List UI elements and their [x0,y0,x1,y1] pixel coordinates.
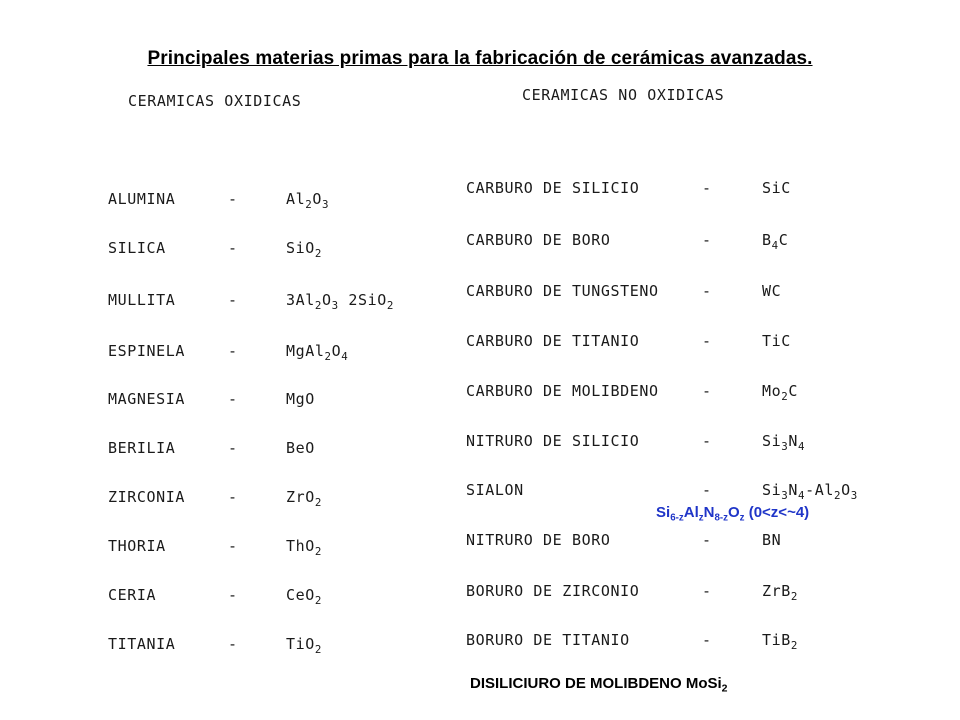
oxidic-item-dash: - [228,239,238,257]
formula-subscript: 2 [386,298,395,312]
formula-subscript: 2 [790,589,799,603]
nonoxidic-item-formula [762,531,781,549]
formula-subscript: 4 [341,349,349,363]
footer-label: DISILICIURO DE MOLIBDENO MoSi [470,675,722,692]
heading-oxidic: CERAMICAS OXIDICAS [128,92,302,110]
oxidic-item-dash: - [228,342,238,360]
nonoxidic-item-dash: - [702,282,712,300]
oxidic-item-name: TITANIA [108,635,176,653]
note-text: 4) [795,504,810,521]
oxidic-item-name: SILICA [108,239,166,257]
note-text: N [703,504,715,521]
page-title: Principales materias primas para la fabricación de cerámicas avanzadas. [147,48,813,69]
note-subscript: 6-z [670,512,684,524]
formula-subscript: 2 [314,246,323,260]
oxidic-item-name: ZIRCONIA [108,488,186,506]
nonoxidic-item-dash: - [702,179,712,197]
nonoxidic-item-name: NITRURO DE SILICIO [466,432,640,450]
oxidic-item-formula [286,190,330,211]
formula-subscript: 2 [314,642,323,656]
nonoxidic-item-dash: - [702,382,712,400]
formula-subscript: 2 [790,638,799,652]
formula-text: 3Al [286,291,315,309]
oxidic-item-formula [286,390,315,408]
oxidic-item-name: ESPINELA [108,342,186,360]
formula-subscript: 4 [771,238,779,252]
formula-text: Si [762,481,782,499]
formula-text: -Al [805,481,835,499]
oxidic-item-name: CERIA [108,586,157,604]
oxidic-item-formula [286,291,395,312]
nonoxidic-item-formula [762,631,799,652]
oxidic-item-formula [286,537,323,558]
formula-subscript: 2 [314,298,323,312]
oxidic-item-name: BERILIA [108,439,176,457]
oxidic-item-formula [286,342,349,363]
formula-subscript: 3 [322,197,330,211]
formula-text: Al [286,190,306,208]
formula-subscript: 4 [798,488,806,502]
formula-subscript: 2 [781,389,789,403]
formula-text: TiO [286,635,315,653]
nonoxidic-item-formula [762,432,806,453]
formula-text: BeO [286,439,315,457]
nonoxidic-item-dash: - [702,531,712,549]
formula-text: Mo [762,382,782,400]
nonoxidic-item-dash: - [702,631,712,649]
oxidic-item-formula [286,439,315,457]
formula-text: ThO [286,537,315,555]
oxidic-item-dash: - [228,537,238,555]
nonoxidic-item-name: CARBURO DE TUNGSTENO [466,282,659,300]
formula-text: N [788,481,799,499]
footer-molybdenum-disilicide [470,675,728,695]
formula-text: TiB [762,631,791,649]
formula-subscript: 2 [834,488,842,502]
formula-text: ZrO [286,488,315,506]
nonoxidic-item-name: SIALON [466,481,524,499]
oxidic-item-formula [286,239,323,260]
formula-text: MgAl [286,342,325,360]
formula-text: C [778,231,789,249]
oxidic-item-dash: - [228,439,238,457]
formula-text: TiC [762,332,791,350]
note-text: (0<z< [744,504,788,521]
nonoxidic-item-name: CARBURO DE SILICIO [466,179,640,197]
formula-text: BN [762,531,782,549]
oxidic-item-dash: - [228,635,238,653]
formula-text: CeO [286,586,315,604]
formula-subscript: 2 [314,495,323,509]
nonoxidic-item-name: CARBURO DE TITANIO [466,332,640,350]
formula-text: MgO [286,390,315,408]
formula-subscript: 2 [314,593,323,607]
nonoxidic-item-formula [762,481,858,502]
note-subscript: z [698,512,704,524]
formula-text: SiO [286,239,315,257]
formula-text: O [331,342,342,360]
formula-text: N [788,432,799,450]
nonoxidic-item-dash: - [702,231,712,249]
footer-subscript: 2 [721,682,728,695]
nonoxidic-item-formula [762,332,791,350]
oxidic-item-name: THORIA [108,537,166,555]
nonoxidic-item-formula [762,282,781,300]
formula-subscript: 3 [331,298,339,312]
nonoxidic-item-dash: - [702,332,712,350]
nonoxidic-item-formula [762,582,799,603]
oxidic-item-name: MAGNESIA [108,390,186,408]
formula-text: Si [762,432,782,450]
nonoxidic-item-dash: - [702,582,712,600]
oxidic-item-name: MULLITA [108,291,176,309]
formula-subscript: 2 [324,349,332,363]
note-text: Si [656,504,671,521]
oxidic-item-formula [286,586,323,607]
nonoxidic-item-name: BORURO DE ZIRCONIO [466,582,640,600]
formula-text: O [312,190,323,208]
formula-text: B [762,231,772,249]
note-subscript: 8-z [714,512,728,524]
formula-subscript: 2 [314,544,323,558]
note-text: O [728,504,740,521]
nonoxidic-item-dash: - [702,432,712,450]
nonoxidic-item-name: CARBURO DE BORO [466,231,611,249]
oxidic-item-name: ALUMINA [108,190,176,208]
nonoxidic-item-name: CARBURO DE MOLIBDENO [466,382,659,400]
nonoxidic-item-dash: - [702,481,712,499]
note-text: Al [683,504,699,521]
formula-text: 2SiO [338,291,387,309]
nonoxidic-item-formula [762,231,789,252]
oxidic-item-dash: - [228,488,238,506]
oxidic-item-dash: - [228,390,238,408]
formula-text: ZrB [762,582,791,600]
formula-subscript: 2 [305,197,313,211]
formula-text: O [322,291,332,309]
sialon-formula-note [656,504,810,524]
oxidic-item-dash: - [228,190,238,208]
formula-subscript: 4 [798,439,806,453]
formula-subscript: 3 [781,439,789,453]
nonoxidic-item-formula [762,382,799,403]
formula-text: C [788,382,799,400]
formula-text: WC [762,282,782,300]
oxidic-item-dash: - [228,586,238,604]
heading-nonoxidic: CERAMICAS NO OXIDICAS [522,86,725,104]
nonoxidic-item-formula [762,179,791,197]
formula-subscript: 3 [850,488,858,502]
note-text: ~ [787,504,796,521]
nonoxidic-item-name: NITRURO DE BORO [466,531,611,549]
formula-subscript: 3 [781,488,789,502]
oxidic-item-formula [286,635,323,656]
formula-text: SiC [762,179,791,197]
note-subscript: z [739,512,745,524]
formula-text: O [841,481,851,499]
oxidic-item-formula [286,488,323,509]
oxidic-item-dash: - [228,291,238,309]
nonoxidic-item-name: BORURO DE TITANIO [466,631,630,649]
